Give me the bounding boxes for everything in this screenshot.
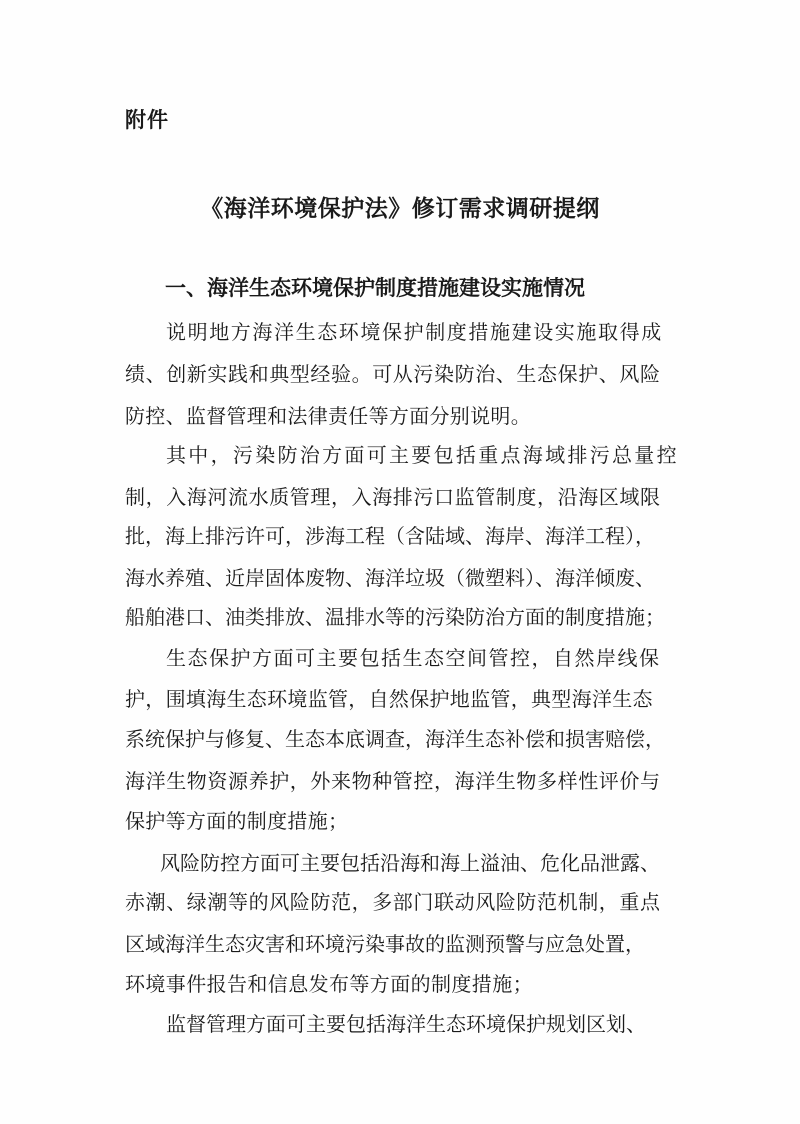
body-line: 生态保护方面可主要包括生态空间管控，自然岸线保 (166, 646, 661, 670)
body-line: 保护等方面的制度措施； (125, 809, 349, 833)
body-line: 风险防控方面可主要包括沿海和海上溢油、危化品泄露、 (160, 851, 660, 875)
body-line: 环境事件报告和信息发布等方面的制度措施； (125, 972, 533, 996)
body-line: 其中，污染防治方面可主要包括重点海域排污总量控 (166, 443, 679, 467)
body-line: 制，入海河流水质管理，入海排污口监管制度，沿海区域限 (125, 485, 661, 509)
body-line: 赤潮、绿潮等的风险防范，多部门联动风险防范机制，重点 (125, 890, 661, 914)
section-heading: 一、海洋生态环境保护制度措施建设实施情况 (165, 275, 585, 300)
body-line: 海洋生物资源养护，外来物种管控，海洋生物多样性评价与 (125, 769, 661, 793)
document-title: 《海洋环境保护法》修订需求调研提纲 (200, 195, 600, 222)
body-line: 防控、监督管理和法律责任等方面分别说明。 (125, 404, 531, 428)
body-line: 说明地方海洋生态环境保护制度措施建设实施取得成 (166, 320, 663, 344)
body-line: 批，海上排污许可，涉海工程（含陆域、海岸、海洋工程）， (125, 524, 655, 548)
body-line: 绩、创新实践和典型经验。可从污染防治、生态保护、风险 (125, 362, 661, 386)
body-line: 监督管理方面可主要包括海洋生态环境保护规划区划、 (166, 1012, 646, 1036)
body-line: 系统保护与修复、生态本底调查，海洋生态补偿和损害赔偿， (125, 727, 665, 751)
body-line: 护，围填海生态环境监管，自然保护地监管，典型海洋生态 (125, 687, 653, 711)
attachment-label: 附件 (125, 107, 169, 132)
body-line: 区域海洋生态灾害和环境污染事故的监测预警与应急处置， (125, 932, 645, 956)
body-line: 海水养殖、近岸固体废物、海洋垃圾（微塑料）、海洋倾废、 (125, 566, 655, 590)
body-line: 船舶港口、油类排放、温排水等的污染防治方面的制度措施； (125, 605, 665, 629)
